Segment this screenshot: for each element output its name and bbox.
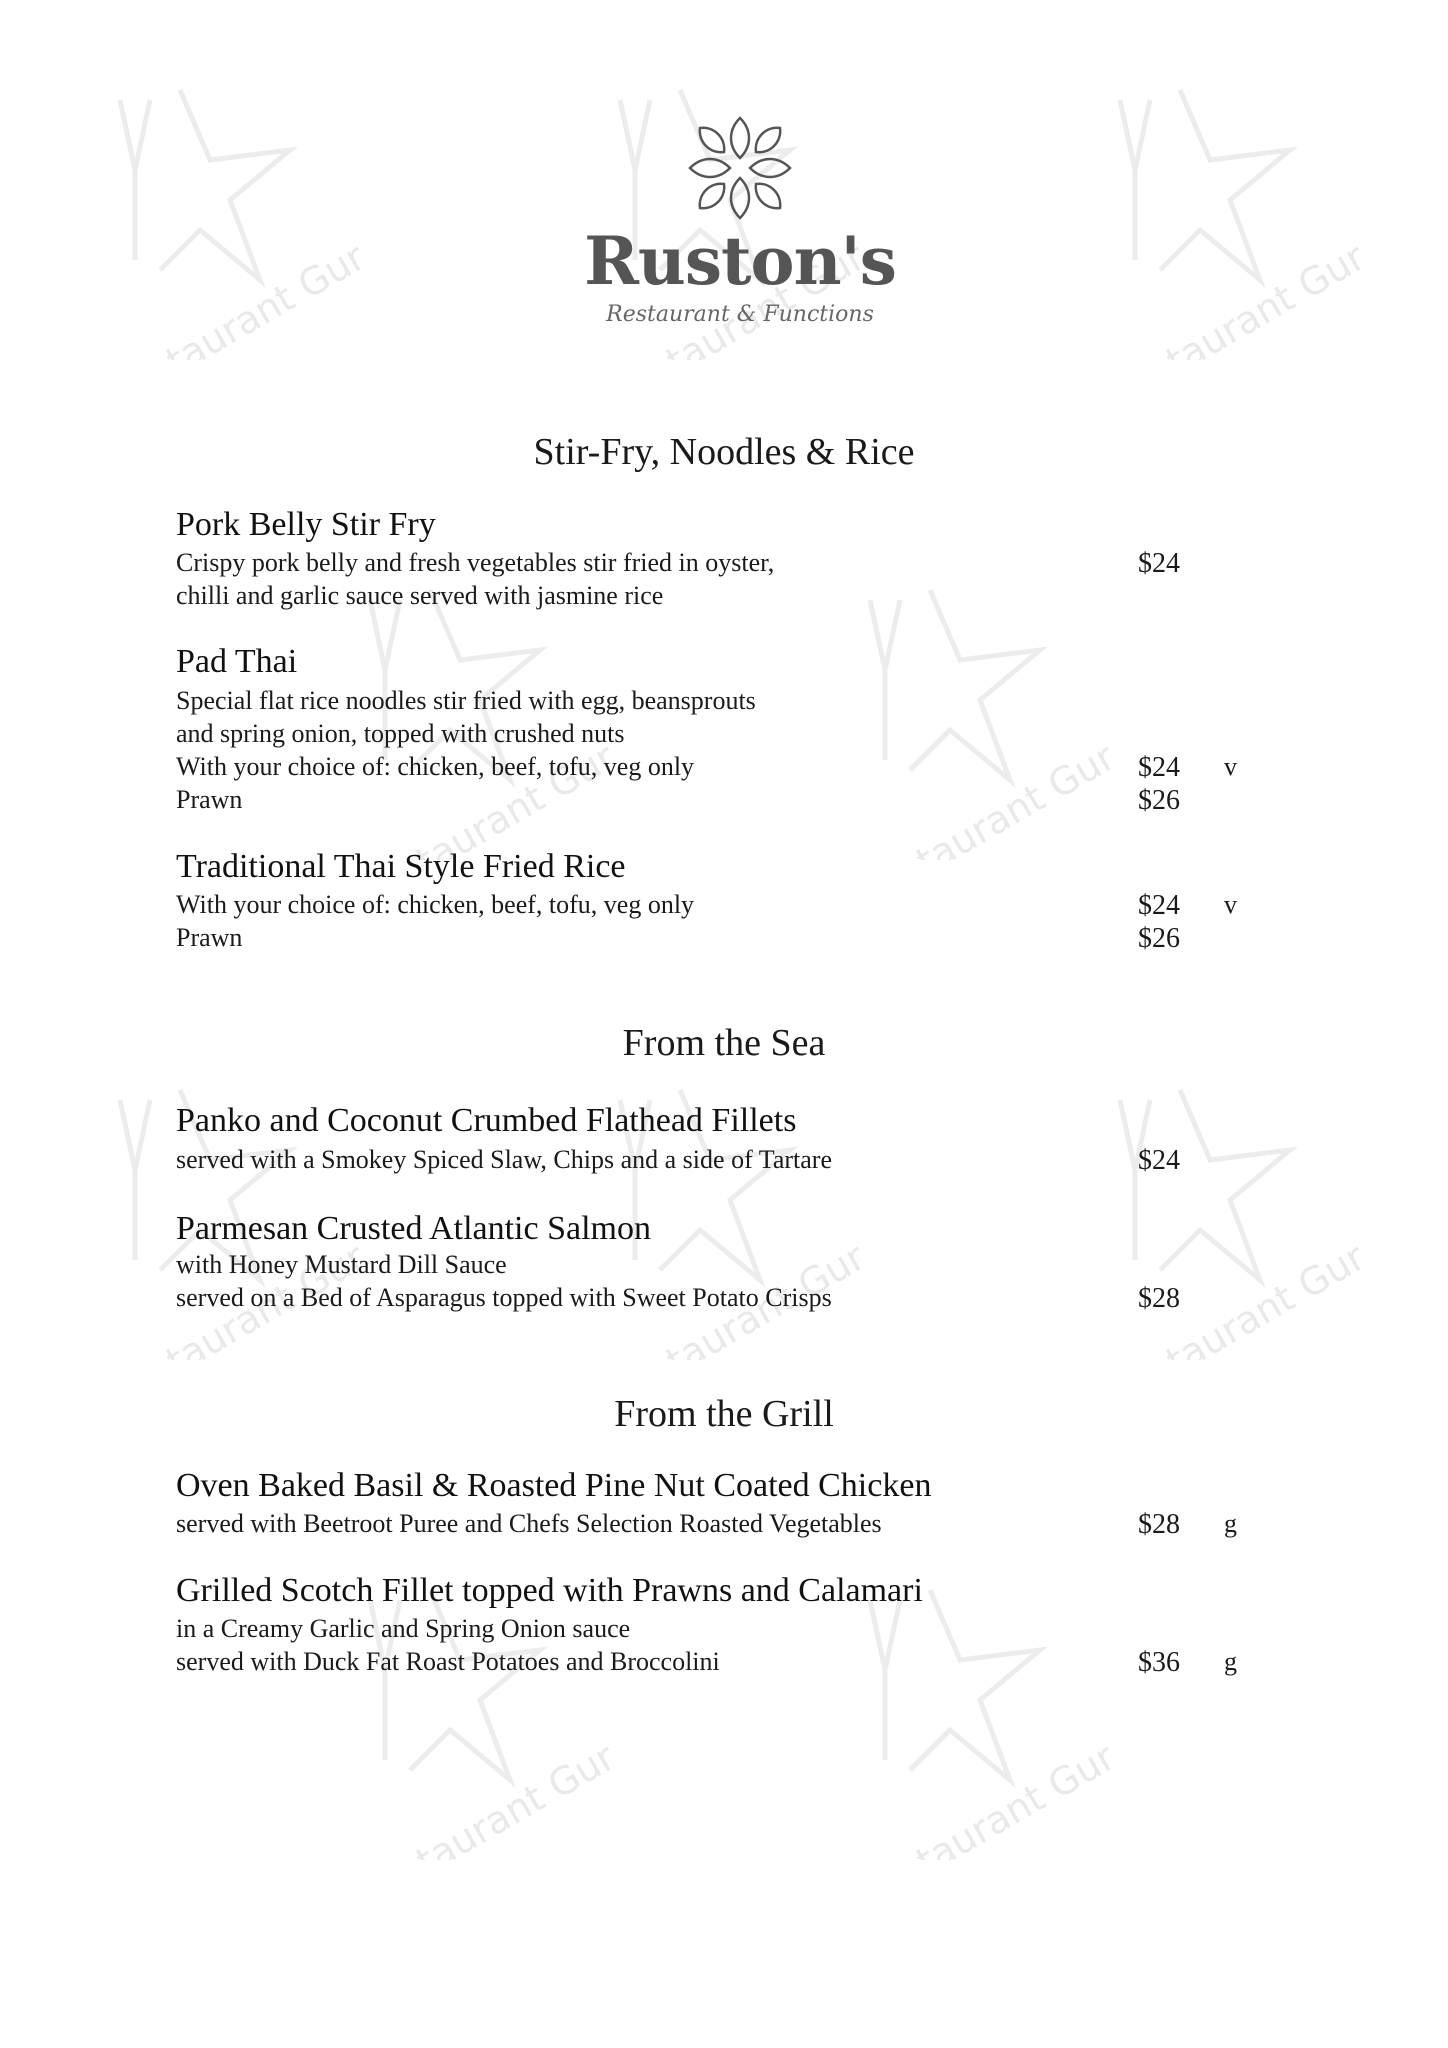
menu-item-option: Prawn — [176, 923, 243, 952]
watermark — [1060, 1060, 1360, 1360]
section-title: From the Sea — [622, 1022, 826, 1064]
menu-item-description: Crispy pork belly and fresh vegetables stir fried in oyster, — [176, 548, 775, 577]
menu-item-price: $24 — [1138, 890, 1180, 921]
svg-text:Restaurant Guru: Restaurant Guru — [349, 722, 610, 860]
svg-text:Restaurant Guru: Restaurant Guru — [99, 1222, 360, 1360]
menu-item-description: chilli and garlic sauce served with jasmine rice — [176, 581, 664, 610]
menu-item-price: $24 — [1138, 752, 1180, 783]
menu-item-description: and spring onion, topped with crushed nuts — [176, 719, 625, 748]
menu-item-name: Grilled Scotch Fillet topped with Prawns and Calamari — [176, 1572, 923, 1609]
svg-text:Restaurant Guru: Restaurant Guru — [349, 1722, 610, 1860]
section-title: From the Grill — [614, 1393, 834, 1435]
logo-name: Ruston's — [584, 222, 896, 300]
menu-item-name: Pad Thai — [176, 643, 298, 680]
dietary-tag: g — [1224, 1647, 1237, 1676]
menu-item-option: Prawn — [176, 785, 243, 814]
menu-item-name: Parmesan Crusted Atlantic Salmon — [176, 1210, 651, 1247]
logo-tagline: Restaurant & Functions — [606, 302, 874, 327]
menu-item-description: in a Creamy Garlic and Spring Onion sauce — [176, 1614, 631, 1643]
menu-item-name: Oven Baked Basil & Roasted Pine Nut Coated Chicken — [176, 1467, 932, 1504]
restaurant-logo — [580, 112, 900, 327]
leaf-cluster-icon — [684, 112, 796, 224]
menu-item-price: $24 — [1138, 548, 1180, 579]
fork-star-icon — [1120, 90, 1290, 280]
watermark — [60, 60, 360, 360]
menu-item-price: $26 — [1138, 923, 1180, 954]
menu-item-description: served with a Smokey Spiced Slaw, Chips and a side of Tartare — [176, 1145, 832, 1174]
svg-text:Restaurant Guru: Restaurant Guru — [1099, 222, 1360, 360]
menu-item-price: $28 — [1138, 1509, 1180, 1540]
svg-text:Restaurant Guru: Restaurant Guru — [1099, 1222, 1360, 1360]
menu-item-price: $28 — [1138, 1283, 1180, 1314]
fork-star-icon — [120, 90, 290, 280]
svg-text:Restaurant Guru: Restaurant Guru — [849, 1722, 1110, 1860]
svg-text:Restaurant Guru: Restaurant Guru — [99, 222, 360, 360]
menu-item-name: Pork Belly Stir Fry — [176, 506, 436, 543]
fork-star-icon — [1120, 1090, 1290, 1280]
menu-item-option: With your choice of: chicken, beef, tofu, veg only — [176, 890, 695, 919]
svg-text:Restaurant Guru: Restaurant Guru — [849, 722, 1110, 860]
fork-star-icon — [870, 590, 1040, 780]
menu-item-description: served on a Bed of Asparagus topped with Sweet Potato Crisps — [176, 1283, 832, 1312]
menu-item-name: Traditional Thai Style Fried Rice — [176, 848, 626, 885]
section-title: Stir-Fry, Noodles & Rice — [533, 431, 915, 473]
svg-text:Restaurant Guru: Restaurant Guru — [599, 1222, 860, 1360]
menu-item-description: Special flat rice noodles stir fried with egg, beansprouts — [176, 686, 756, 715]
menu-item-description: with Honey Mustard Dill Sauce — [176, 1250, 507, 1279]
menu-item-description: served with Duck Fat Roast Potatoes and Broccolini — [176, 1647, 720, 1676]
fork-star-icon — [870, 1590, 1040, 1780]
watermark — [810, 560, 1110, 860]
menu-item-price: $24 — [1138, 1145, 1180, 1176]
menu-item-price: $26 — [1138, 785, 1180, 816]
menu-item-option: With your choice of: chicken, beef, tofu, veg only — [176, 752, 695, 781]
menu-item-description: served with Beetroot Puree and Chefs Selection Roasted Vegetables — [176, 1509, 882, 1538]
menu-item-name: Panko and Coconut Crumbed Flathead Fillets — [176, 1102, 797, 1139]
menu-item-price: $36 — [1138, 1647, 1180, 1678]
watermark — [1060, 60, 1360, 360]
svg-text:Restaurant Guru: Restaurant Guru — [599, 222, 860, 360]
dietary-tag: v — [1224, 890, 1237, 919]
dietary-tag: v — [1224, 752, 1237, 781]
dietary-tag: g — [1224, 1509, 1237, 1538]
